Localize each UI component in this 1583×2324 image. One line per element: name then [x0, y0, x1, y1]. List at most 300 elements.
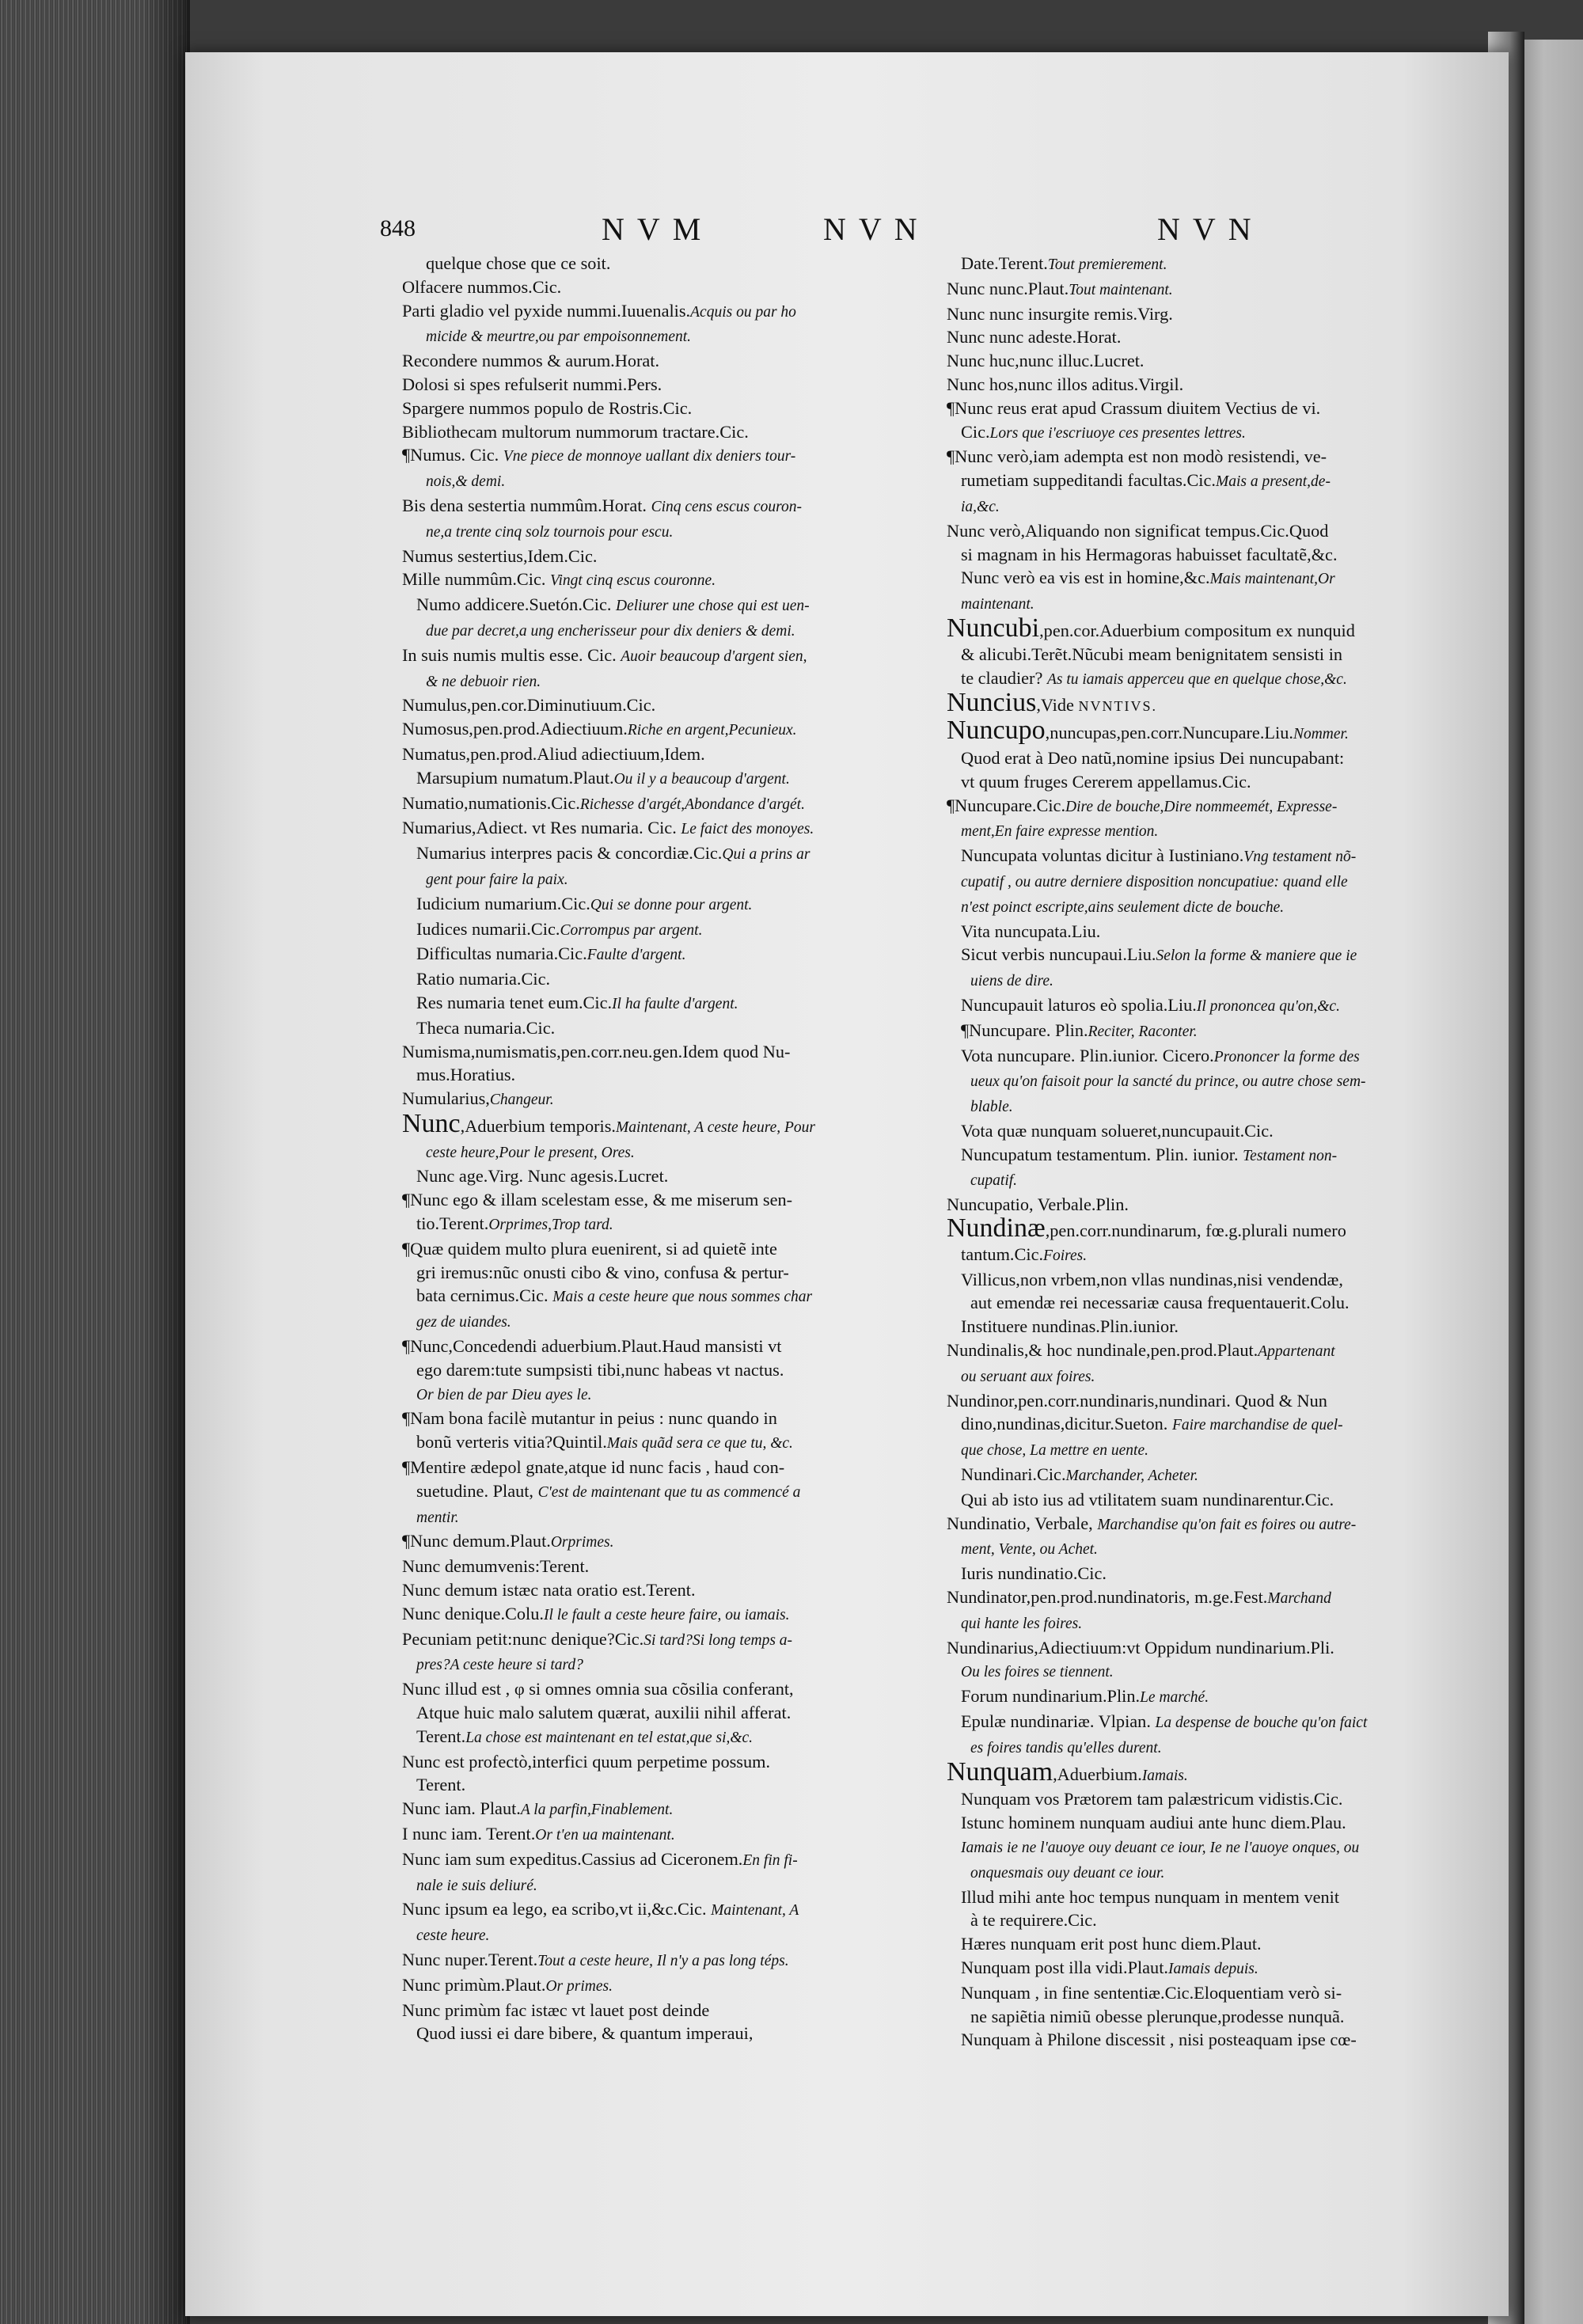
- french-gloss: Corrompus par argent.: [560, 921, 703, 939]
- latin-text: Illud mihi ante hoc tempus nunquam in mentem venit: [961, 1886, 1340, 1907]
- french-gloss: Tout premierement.: [1047, 256, 1167, 273]
- latin-text: Nunc nuper.Terent.: [402, 1949, 538, 1969]
- entry-line: [947, 746, 1469, 770]
- entry-line: [947, 1463, 1469, 1488]
- latin-text: Nunc primùm fac istæc vt lauet post deinde: [402, 1999, 710, 2020]
- french-gloss: ceste heure,Pour le present, Ores.: [426, 1144, 635, 1161]
- entry-line: [947, 1364, 1469, 1389]
- latin-text: ¶Numus. Cic.: [402, 445, 503, 465]
- french-gloss: Selon la forme & maniere que ie: [1156, 947, 1357, 965]
- french-gloss: Orprimes.: [550, 1534, 614, 1551]
- entry-line: [402, 1725, 924, 1750]
- french-gloss: Mais a ceste heure que nous sommes char: [552, 1289, 813, 1306]
- latin-text: ¶Nuncupare.Cic.: [947, 795, 1066, 815]
- latin-text: Nunc verò ea vis est in homine,&c.: [961, 568, 1210, 588]
- latin-text: Istunc hominem nunquam audiui ante hunc diem.Plau.: [961, 1813, 1346, 1833]
- entry-line: [402, 1505, 924, 1530]
- entry-line: [402, 717, 924, 742]
- latin-text: Terent.: [416, 1775, 466, 1795]
- french-gloss: La despense de bouche qu'on faict: [1155, 1715, 1368, 1732]
- entry-line: [947, 1710, 1469, 1735]
- latin-text: Nunquam , in fine sententiæ.Cic.Eloquentiam verò si-: [961, 1982, 1342, 2003]
- entry-line: [947, 373, 1469, 397]
- entry-line: [402, 1407, 924, 1430]
- latin-text: Iudicium numarium.Cic.: [416, 893, 590, 913]
- entry-line: [947, 968, 1469, 993]
- entry-line: [947, 1562, 1469, 1585]
- french-gloss: Marchand: [1267, 1590, 1331, 1608]
- entry-line: [947, 1243, 1469, 1268]
- french-gloss: Reciter, Raconter.: [1088, 1023, 1198, 1040]
- entry-line: [402, 519, 924, 545]
- latin-text: Iuris nundinatio.Cic.: [961, 1563, 1107, 1584]
- latin-text: Mille nummûm.Cic.: [402, 569, 551, 590]
- latin-text: Nunc ipsum ea lego, ea scribo,vt ii,&c.Cic.: [402, 1899, 712, 1920]
- latin-text: Vota quæ nunquam solueret,nuncupauit.Cic.: [961, 1120, 1274, 1141]
- latin-text: Nunc iam. Plaut.: [402, 1798, 521, 1819]
- french-gloss: As tu iamais apperceu que en quelque chose,&c.: [1046, 670, 1347, 688]
- entry-line: [947, 1437, 1469, 1463]
- entry-line: [402, 1309, 924, 1335]
- latin-text: Recondere nummos & aurum.Horat.: [402, 351, 660, 371]
- latin-text: Numo addicere.Suetón.Cic.: [416, 594, 617, 615]
- entry-line: [947, 1756, 1469, 1788]
- latin-text: Nunc hos,nunc illos aditus.Virgil.: [947, 374, 1184, 394]
- entry-line: [402, 1108, 924, 1140]
- french-gloss: ment, Vente, ou Achet.: [961, 1541, 1098, 1559]
- french-gloss: Testament non-: [1243, 1147, 1338, 1164]
- latin-text: Nunc,Aduerbium temporis.: [402, 1108, 616, 1138]
- latin-text: Nuncupatio, Verbale.Plin.: [947, 1194, 1129, 1215]
- entry-line: [947, 397, 1469, 420]
- french-gloss: gent pour faire la paix.: [426, 871, 568, 888]
- french-gloss: nois,& demi.: [426, 473, 506, 491]
- entry-line: [402, 644, 924, 669]
- entry-line: [947, 794, 1469, 819]
- french-gloss: Faulte d'argent.: [587, 947, 686, 964]
- entry-line: [947, 1389, 1469, 1413]
- french-gloss: ne,a trente cinq solz tournois pour escu.: [426, 523, 674, 541]
- french-gloss: Lors que i'escriuoye ces presentes lettres.: [989, 424, 1246, 442]
- entry-line: [402, 1578, 924, 1602]
- french-gloss: Maintenant, A ceste heure, Pour: [615, 1118, 815, 1136]
- entry-line: [947, 469, 1469, 494]
- entry-line: [947, 869, 1469, 894]
- latin-text: Nuncupata voluntas dicitur à Iustiniano.: [961, 845, 1244, 866]
- entry-line: [402, 1063, 924, 1087]
- latin-text: Numisma,numismatis,pen.corr.neu.gen.Idem quod Nu-: [402, 1041, 791, 1061]
- entry-line: [402, 1479, 924, 1505]
- entry-line: [402, 2022, 924, 2045]
- entry-line: [947, 818, 1469, 844]
- entry-line: [402, 397, 924, 420]
- running-head-left: NVM: [602, 211, 714, 247]
- latin-text: gri iremus:nũc onusti cibo & vino, confusa & pertur-: [416, 1262, 789, 1282]
- entry-line: [947, 252, 1469, 277]
- latin-text: Nunc huc,nunc illuc.Lucret.: [947, 351, 1145, 371]
- latin-text: Vota nuncupare. Plin.iunior. Cicero.: [961, 1045, 1214, 1065]
- entry-line: [402, 693, 924, 717]
- latin-text: à te requirere.Cic.: [970, 1910, 1097, 1931]
- latin-text: In suis numis multis esse. Cic.: [402, 644, 621, 665]
- latin-text: Numosus,pen.prod.Adiectiuum.: [402, 719, 628, 739]
- latin-text: Nunc nunc.Plaut.: [947, 278, 1069, 298]
- french-gloss: ment,En faire expresse mention.: [961, 823, 1159, 841]
- entry-line: [402, 1847, 924, 1873]
- latin-text: Res numaria tenet eum.Cic.: [416, 992, 613, 1012]
- entry-line: [402, 1999, 924, 2022]
- french-gloss: gez de uiandes.: [416, 1314, 511, 1331]
- entry-line: [947, 716, 1469, 746]
- french-gloss: Faire marchandise de quel-: [1171, 1417, 1343, 1434]
- french-gloss: onquesmais ouy deuant ce iour.: [970, 1864, 1165, 1882]
- entry-line: [947, 613, 1469, 643]
- french-gloss: Or bien de par Dieu ayes le.: [416, 1386, 592, 1403]
- entry-line: [402, 1016, 924, 1040]
- entry-line: [402, 1873, 924, 1898]
- latin-text: vt quum fruges Cererem appellamus.Cic.: [961, 771, 1251, 792]
- french-gloss: Changeur.: [489, 1092, 554, 1109]
- latin-text: Pecuniam petit:nunc denique?Cic.: [402, 1628, 644, 1649]
- french-gloss: Iamais.: [1141, 1767, 1188, 1784]
- entry-line: [947, 1069, 1469, 1094]
- latin-text: Atque huic malo salutem quærat, auxilii nihil afferat.: [416, 1703, 792, 1723]
- latin-text: Nundinari.Cic.: [961, 1464, 1066, 1485]
- latin-text: Numus sestertius,Idem.Cic.: [402, 545, 598, 566]
- french-gloss: C'est de maintenant que tu as commencé a: [537, 1483, 801, 1501]
- latin-text: Iudices numarii.Cic.: [416, 918, 560, 939]
- entry-line: [947, 2005, 1469, 2029]
- french-gloss: pres?A ceste heure si tard?: [416, 1657, 583, 1674]
- latin-text: ¶Quæ quidem multo plura euenirent, si ad quietẽ inte: [402, 1238, 777, 1259]
- latin-text: Epulæ nundinariæ. Vlpian.: [961, 1711, 1156, 1732]
- french-gloss: cupatif.: [970, 1172, 1018, 1190]
- latin-text: & alicubi.Terẽt.Nũcubi meam benignitatem sensisti in: [961, 644, 1343, 664]
- entry-line: [402, 299, 924, 325]
- french-gloss: Le faict des monoyes.: [681, 821, 814, 838]
- french-gloss: Ou il y a beaucoup d'argent.: [613, 770, 790, 788]
- french-gloss: ceste heure.: [416, 1927, 490, 1945]
- french-gloss: Cinq cens escus couron-: [651, 498, 803, 515]
- entry-line: [947, 1908, 1469, 1932]
- french-gloss: Foires.: [1043, 1247, 1088, 1264]
- latin-text: Qui ab isto ius ad vtilitatem suam nundinarentur.Cic.: [961, 1489, 1334, 1509]
- running-head-center: NVN: [823, 211, 930, 247]
- entry-line: [402, 967, 924, 991]
- entry-line: [402, 1822, 924, 1847]
- latin-text: Hæres nunquam erit post hunc diem.Plaut.: [961, 1934, 1262, 1954]
- entry-line: [947, 1143, 1469, 1168]
- latin-text: ¶Nam bona facilè mutantur in peius : nunc quando in: [402, 1408, 777, 1429]
- french-gloss: Or t'en ua maintenant.: [535, 1827, 675, 1844]
- entry-line: [402, 324, 924, 349]
- latin-text: Instituere nundinas.Plin.iunior.: [961, 1316, 1179, 1337]
- latin-text: Olfacere nummos.Cic.: [402, 276, 562, 297]
- latin-text: I nunc iam. Terent.: [402, 1824, 536, 1844]
- french-gloss: Mais maintenant,Or: [1209, 571, 1335, 588]
- french-gloss: Vne piece de monnoye uallant dix deniers tour-: [503, 448, 796, 465]
- entry-line: [402, 1677, 924, 1701]
- latin-text: Difficultas numaria.Cic.: [416, 944, 587, 964]
- headword: Nunquam: [947, 1756, 1053, 1787]
- entry-line: [947, 894, 1469, 920]
- running-head-right: NVN: [1157, 211, 1264, 247]
- entry-line: [402, 766, 924, 792]
- entry-line: [947, 543, 1469, 567]
- french-gloss: qui hante les foires.: [961, 1615, 1083, 1632]
- entry-line: [947, 519, 1469, 543]
- entry-line: [402, 942, 924, 967]
- latin-text: Nunc demumvenis:Terent.: [402, 1556, 590, 1577]
- french-gloss: due par decret,a ung encherisseur pour dix deniers & demi.: [426, 622, 795, 640]
- french-gloss: Appartenant: [1258, 1343, 1335, 1361]
- french-gloss: Marchander, Acheter.: [1065, 1468, 1198, 1485]
- entry-line: [947, 643, 1469, 666]
- french-gloss: Tout a ceste heure, Il n'y a pas long téps.: [537, 1952, 789, 1969]
- latin-text: Nunc nunc insurgite remis.Virg.: [947, 303, 1173, 324]
- entry-line: [947, 1488, 1469, 1512]
- entry-line: [402, 841, 924, 867]
- entry-line: [947, 2028, 1469, 2052]
- entry-line: [947, 844, 1469, 869]
- french-gloss: A la parfin,Finablement.: [520, 1802, 674, 1819]
- latin-text: Nundinæ,pen.corr.nundinarum, fœ.g.plurali numero: [947, 1213, 1346, 1244]
- latin-text: si magnam in his Hermagoras habuisset facultatẽ,&c.: [961, 544, 1338, 564]
- entry-line: [947, 277, 1469, 302]
- entry-line: [402, 420, 924, 444]
- latin-text: suetudine. Plaut,: [416, 1480, 538, 1501]
- entry-line: [402, 991, 924, 1016]
- entry-line: [402, 1188, 924, 1212]
- french-gloss: Riche en argent,Pecunieux.: [627, 722, 797, 739]
- latin-text: Numularius,: [402, 1088, 490, 1109]
- latin-text: Nundinarius,Adiectiuum:vt Oppidum nundinarium.Pli.: [947, 1637, 1334, 1658]
- latin-text: Nunquam à Philone discessit , nisi posteaquam ipse cœ-: [961, 2030, 1357, 2050]
- entry-line: [947, 349, 1469, 373]
- entry-line: [402, 669, 924, 694]
- french-gloss: Il le fault a ceste heure faire, ou iamais.: [543, 1606, 790, 1623]
- french-gloss: Prononcer la forme des: [1213, 1048, 1360, 1065]
- entry-line: [402, 1773, 924, 1797]
- latin-text: Quod erat à Deo natũ,nomine ipsius Dei nuncupabant:: [961, 747, 1345, 768]
- entry-line: [402, 469, 924, 494]
- entry-line: [947, 1636, 1469, 1660]
- entry-line: [947, 302, 1469, 326]
- french-gloss: Dire de bouche,Dire nommeemét, Expresse-: [1065, 798, 1338, 815]
- entry-line: [402, 568, 924, 593]
- entry-line: [947, 325, 1469, 349]
- headword: Nunc: [402, 1108, 461, 1138]
- entry-line: [402, 545, 924, 568]
- entry-line: [947, 1512, 1469, 1537]
- latin-text: Nunc iam sum expeditus.Cassius ad Ciceronem.: [402, 1848, 743, 1869]
- latin-text: ¶Nunc verò,iam adempta est non modò resistendi, ve-: [947, 446, 1327, 467]
- entry-line: [402, 1261, 924, 1285]
- latin-text: Terent.: [416, 1726, 466, 1746]
- latin-text: Numarius,Adiect. vt Res numaria. Cic.: [402, 818, 681, 838]
- latin-text: Spargere nummos populo de Rostris.Cic.: [402, 397, 693, 418]
- entry-line: [402, 494, 924, 519]
- entry-line: [402, 1948, 924, 1973]
- entry-line: [947, 1860, 1469, 1885]
- entry-line: [402, 867, 924, 892]
- latin-text: bonũ verteris vitia?Quintil.: [416, 1432, 607, 1452]
- entry-line: [947, 1611, 1469, 1636]
- latin-text: ¶Nuncupare. Plin.: [961, 1020, 1088, 1040]
- french-gloss: n'est poinct escripte,ains seulement dicte de bouche.: [961, 898, 1285, 916]
- entry-line: [402, 1164, 924, 1188]
- latin-text: Quod iussi ei dare bibere, & quantum imperaui,: [416, 2023, 754, 2044]
- latin-text: Theca numaria.Cic.: [416, 1017, 556, 1038]
- french-gloss: Or primes.: [545, 1977, 613, 1995]
- entry-line: [947, 770, 1469, 794]
- french-gloss: Iamais ie ne l'auoye ouy deuant ce iour, Ie ne l'auoye onques, ou: [961, 1840, 1360, 1856]
- entry-line: [947, 1684, 1469, 1710]
- entry-line: [947, 1412, 1469, 1437]
- latin-text: aut emendæ rei necessariæ causa frequentauerit.Colu.: [970, 1293, 1350, 1313]
- entry-line: [402, 1430, 924, 1456]
- entry-line: [947, 1835, 1469, 1860]
- french-gloss: maintenant.: [961, 596, 1034, 613]
- entry-line: [402, 1602, 924, 1627]
- latin-text: Numatio,numationis.Cic.: [402, 792, 580, 813]
- entry-line: [402, 373, 924, 397]
- latin-text: tantum.Cic.: [961, 1244, 1044, 1264]
- latin-text: Nuncius,Vide: [947, 688, 1079, 718]
- french-gloss: Le marché.: [1140, 1689, 1209, 1707]
- entry-line: [947, 1044, 1469, 1069]
- latin-text: Numatus,pen.prod.Aliud adiectiuum,Idem.: [402, 743, 705, 764]
- french-gloss: Marchandise qu'on fait es foires ou autre-: [1097, 1516, 1357, 1533]
- entry-line: [402, 1140, 924, 1165]
- entry-line: [402, 1897, 924, 1923]
- latin-text: dino,nundinas,dicitur.Sueton.: [961, 1414, 1172, 1434]
- latin-text: bata cernimus.Cic.: [416, 1285, 553, 1306]
- french-gloss: Vingt cinq escus couronne.: [550, 572, 716, 590]
- entry-line: [947, 1213, 1469, 1244]
- entry-line: [402, 593, 924, 618]
- entry-line: [947, 1339, 1469, 1364]
- entry-line: [947, 1885, 1469, 1909]
- entry-line: [947, 943, 1469, 968]
- french-gloss: En fin fi-: [742, 1851, 798, 1869]
- entry-line: [402, 1358, 924, 1382]
- french-gloss: Qui a prins ar: [722, 846, 810, 864]
- latin-text: Nunc illud est , φ si omnes omnia sua cõsilia conferant,: [402, 1679, 794, 1699]
- latin-text: rumetiam suppeditandi facultas.Cic.: [961, 470, 1216, 491]
- headword: Nuncupo: [947, 716, 1046, 746]
- latin-text: Date.Terent.: [961, 253, 1048, 273]
- french-gloss: nale ie suis deliuré.: [416, 1877, 537, 1894]
- latin-text: Nunc age.Virg. Nunc agesis.Lucret.: [416, 1166, 669, 1187]
- french-gloss: Auoir beaucoup d'argent sien,: [621, 647, 807, 665]
- french-gloss: Mais a present,de-: [1215, 473, 1331, 491]
- latin-text: Vita nuncupata.Liu.: [961, 921, 1101, 941]
- entry-line: [402, 1335, 924, 1358]
- latin-text: ¶Nunc demum.Plaut.: [402, 1531, 551, 1551]
- entry-line: [402, 792, 924, 817]
- latin-text: Nunquam vos Prætorem tam palæstricum vidistis.Cic.: [961, 1789, 1343, 1809]
- french-gloss: Il prononcea qu'on,&c.: [1196, 997, 1340, 1015]
- entry-line: [402, 816, 924, 841]
- entry-line: [402, 1627, 924, 1653]
- entry-line: [402, 252, 924, 275]
- french-gloss: La chose est maintenant en tel estat,que si,&c.: [465, 1729, 754, 1746]
- french-gloss: que chose, La mettre en uente.: [961, 1442, 1148, 1460]
- french-gloss: & ne debuoir rien.: [426, 673, 541, 690]
- left-text-column: [402, 252, 924, 2045]
- entry-line: [947, 445, 1469, 469]
- headword: Nundinæ: [947, 1213, 1046, 1244]
- french-gloss: Il ha faulte d'argent.: [612, 995, 738, 1012]
- latin-text: Nunc denique.Colu.: [402, 1603, 544, 1623]
- entry-line: [947, 494, 1469, 519]
- entry-line: [947, 688, 1469, 719]
- entry-line: [402, 1212, 924, 1237]
- entry-line: [947, 1291, 1469, 1315]
- latin-text: Nunquam post illa vidi.Plaut.: [961, 1957, 1168, 1977]
- latin-text: Nuncupo,nuncupas,pen.corr.Nuncupare.Liu.: [947, 716, 1293, 746]
- latin-text: Nuncupatum testamentum. Plin. iunior.: [961, 1144, 1243, 1164]
- entry-line: [402, 892, 924, 917]
- entry-line: [947, 1019, 1469, 1044]
- latin-text: Nunquam,Aduerbium.: [947, 1756, 1142, 1787]
- latin-text: ¶Nunc,Concedendi aduerbium.Plaut.Haud mansisti vt: [402, 1336, 782, 1357]
- french-gloss: uiens de dire.: [970, 973, 1053, 990]
- latin-text: Forum nundinarium.Plin.: [961, 1686, 1141, 1707]
- latin-text: Nunc est profectò,interfici quum perpetime possum.: [402, 1751, 771, 1771]
- latin-text: Villicus,non vrbem,non vllas nundinas,nisi vendendæ,: [961, 1269, 1343, 1289]
- latin-text: ne sapiẽtia nimiũ obesse plerunque,prodesse nunquã.: [970, 2006, 1345, 2026]
- entry-line: [402, 349, 924, 373]
- entry-line: [947, 1094, 1469, 1119]
- latin-text: ¶Mentire ædepol gnate,atque id nunc facis , haud con-: [402, 1457, 785, 1478]
- latin-text: Dolosi si spes refulserit nummi.Pers.: [402, 374, 662, 394]
- entry-line: [402, 443, 924, 469]
- latin-text: Marsupium numatum.Plaut.: [416, 767, 614, 788]
- french-gloss: Orprimes,Trop tard.: [488, 1217, 613, 1234]
- entry-line: [402, 1237, 924, 1261]
- latin-text: Nuncupauit laturos eò spolia.Liu.: [961, 994, 1197, 1015]
- french-gloss: Iamais depuis.: [1167, 1960, 1258, 1977]
- french-gloss: Mais quãd sera ce que tu, &c.: [606, 1435, 793, 1452]
- entry-line: [947, 1659, 1469, 1684]
- entry-line: [402, 1040, 924, 1064]
- french-gloss: Si tard?Si long temps a-: [643, 1631, 793, 1649]
- cross-reference: NVNTIVS.: [1078, 698, 1157, 715]
- entry-line: [947, 1956, 1469, 1981]
- entry-line: [402, 1701, 924, 1725]
- entry-line: [402, 618, 924, 644]
- entry-line: [402, 1750, 924, 1774]
- entry-line: [402, 1382, 924, 1407]
- entry-line: [402, 1652, 924, 1677]
- entry-line: [402, 1456, 924, 1479]
- entry-line: [402, 1973, 924, 1999]
- entry-line: [402, 917, 924, 943]
- french-gloss: mentir.: [416, 1509, 459, 1526]
- entry-line: [402, 1797, 924, 1822]
- latin-text: Bibliothecam multorum nummorum tractare.Cic.: [402, 421, 749, 442]
- entry-line: [947, 1811, 1469, 1835]
- latin-text: Nunc nunc adeste.Horat.: [947, 327, 1122, 347]
- latin-text: te claudier?: [961, 667, 1047, 688]
- latin-text: Nunc demum istæc nata oratio est.Terent.: [402, 1580, 696, 1601]
- french-gloss: Tout maintenant.: [1069, 281, 1173, 298]
- latin-text: Numarius interpres pacis & concordiæ.Cic.: [416, 843, 723, 864]
- entry-line: [947, 1268, 1469, 1292]
- french-gloss: ueux qu'on faisoit pour la sancté du prince, ou autre chose sem-: [970, 1073, 1366, 1091]
